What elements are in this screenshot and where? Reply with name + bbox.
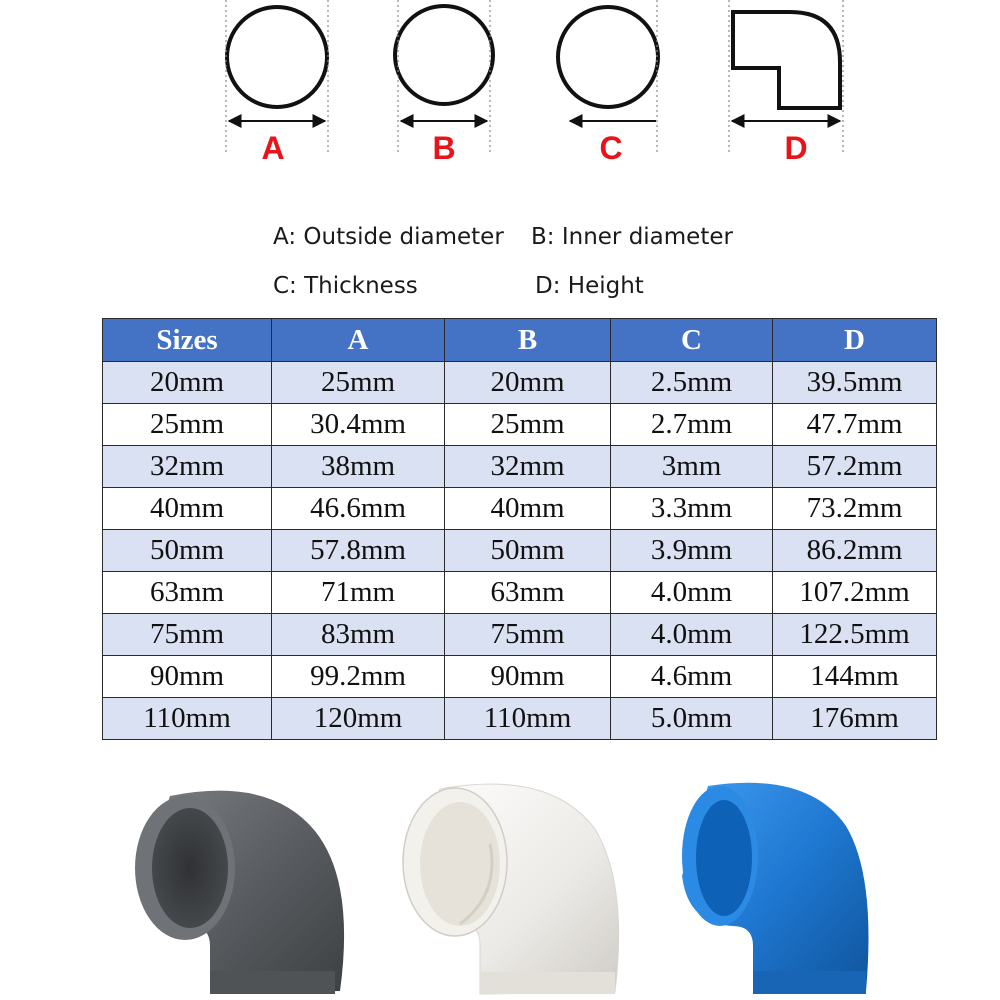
cell: 122.5mm (773, 614, 937, 656)
cell: 3.9mm (611, 530, 773, 572)
dimension-diagram-svg (0, 0, 1000, 180)
cell: 120mm (272, 698, 445, 740)
legend-d: D: Height (535, 273, 644, 299)
cell: 25mm (103, 404, 272, 446)
cell: 83mm (272, 614, 445, 656)
legend-c: C: Thickness (273, 273, 418, 299)
legend-a: A: Outside diameter (273, 224, 504, 250)
cell: 75mm (103, 614, 272, 656)
gray-pvc-elbow (130, 776, 360, 998)
cell: 110mm (103, 698, 272, 740)
table-row (103, 656, 937, 698)
cell: 3.3mm (611, 488, 773, 530)
cell: 20mm (445, 362, 611, 404)
table-row (103, 488, 937, 530)
table-row (103, 614, 937, 656)
cell: 38mm (272, 446, 445, 488)
diagram-label-a: A (261, 130, 285, 166)
cell: 63mm (445, 572, 611, 614)
table-row (103, 572, 937, 614)
table-row (103, 362, 937, 404)
cell: 4.6mm (611, 656, 773, 698)
cell: 5.0mm (611, 698, 773, 740)
header-sizes: Sizes (103, 319, 272, 362)
cell: 90mm (445, 656, 611, 698)
cell: 39.5mm (773, 362, 937, 404)
cell: 30.4mm (272, 404, 445, 446)
cell: 57.2mm (773, 446, 937, 488)
header-c: C (611, 319, 773, 362)
cell: 176mm (773, 698, 937, 740)
cell: 107.2mm (773, 572, 937, 614)
header-d: D (773, 319, 937, 362)
diagram-label-d: D (784, 130, 808, 166)
cell: 86.2mm (773, 530, 937, 572)
cell: 32mm (103, 446, 272, 488)
cell: 20mm (103, 362, 272, 404)
cell: 50mm (445, 530, 611, 572)
table-header-row (103, 319, 937, 362)
cell: 40mm (445, 488, 611, 530)
table-row (103, 698, 937, 740)
cell: 40mm (103, 488, 272, 530)
cell: 46.6mm (272, 488, 445, 530)
size-table (102, 318, 937, 740)
cell: 110mm (445, 698, 611, 740)
table-row (103, 446, 937, 488)
white-pvc-elbow (400, 774, 630, 998)
cell: 4.0mm (611, 572, 773, 614)
cell: 73.2mm (773, 488, 937, 530)
cell: 32mm (445, 446, 611, 488)
cell: 63mm (103, 572, 272, 614)
cell: 90mm (103, 656, 272, 698)
header-b: B (445, 319, 611, 362)
cell: 2.7mm (611, 404, 773, 446)
cell: 2.5mm (611, 362, 773, 404)
table-row (103, 530, 937, 572)
blue-pvc-elbow (678, 776, 878, 998)
cell: 75mm (445, 614, 611, 656)
header-a: A (272, 319, 445, 362)
table-row (103, 404, 937, 446)
cell: 4.0mm (611, 614, 773, 656)
diagram-label-b: B (432, 130, 456, 166)
cell: 144mm (773, 656, 937, 698)
cell: 71mm (272, 572, 445, 614)
cell: 47.7mm (773, 404, 937, 446)
dimension-diagrams (0, 0, 1000, 180)
diagram-label-c: C (599, 130, 623, 166)
cell: 99.2mm (272, 656, 445, 698)
cell: 25mm (272, 362, 445, 404)
cell: 25mm (445, 404, 611, 446)
legend-b: B: Inner diameter (531, 224, 733, 250)
cell: 3mm (611, 446, 773, 488)
cell: 57.8mm (272, 530, 445, 572)
cell: 50mm (103, 530, 272, 572)
product-photos (0, 770, 1000, 1000)
